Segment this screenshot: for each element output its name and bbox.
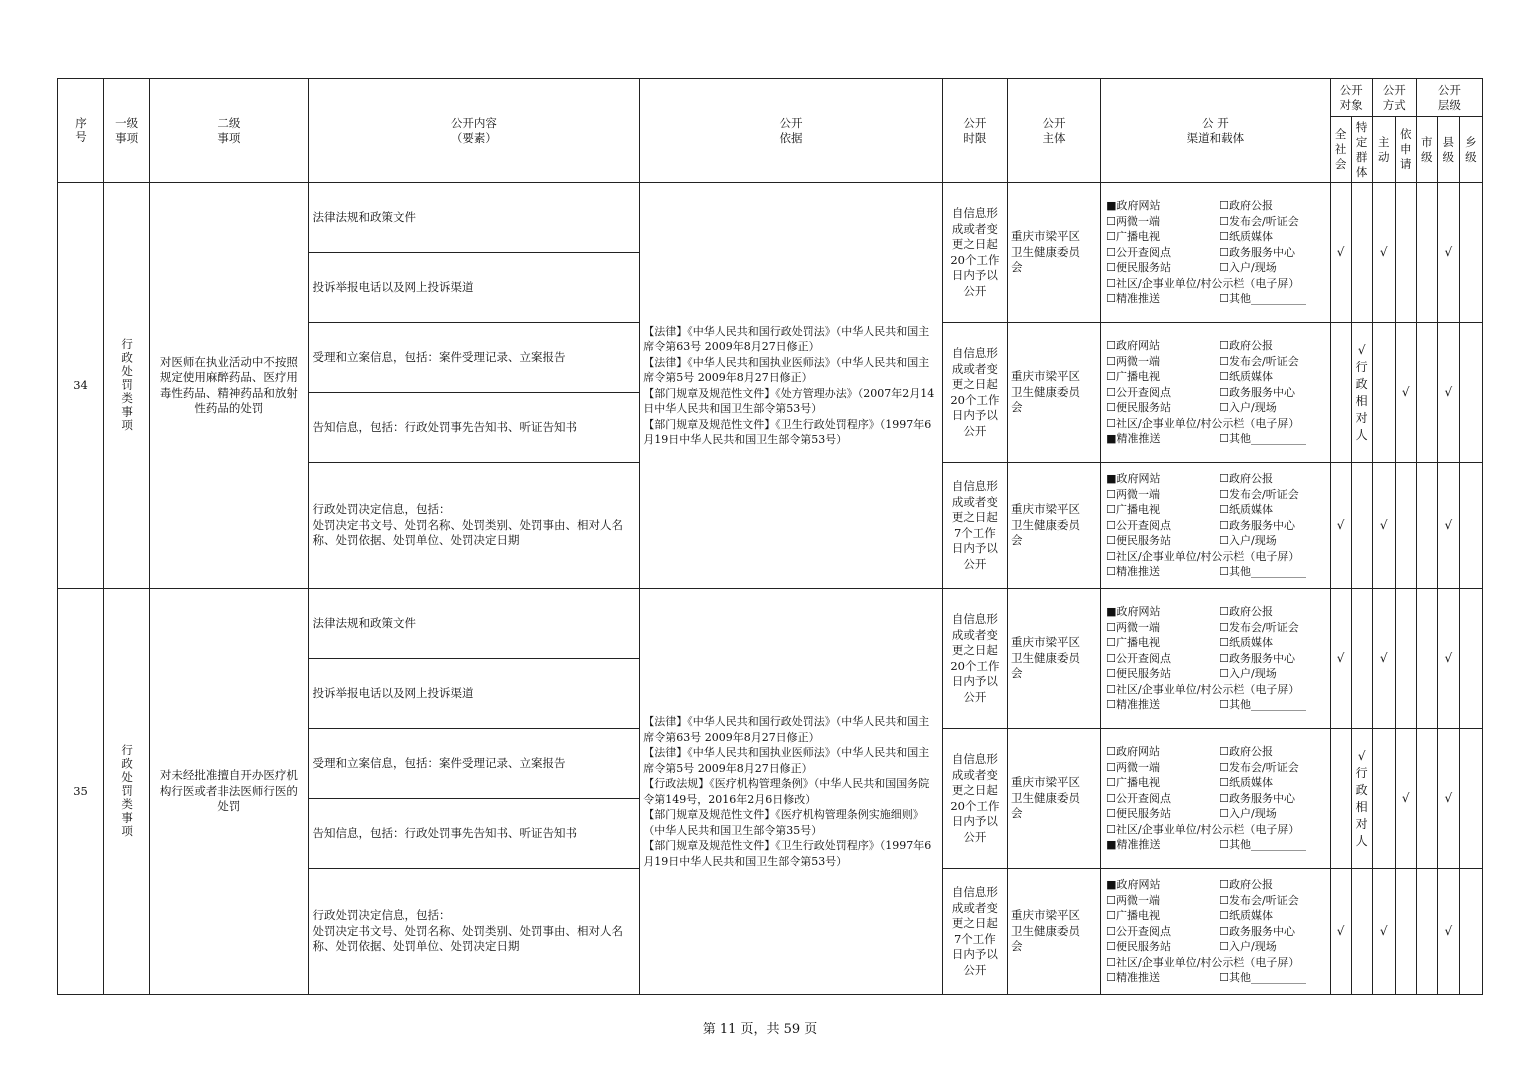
basis-line: 【部门规章及规范性文件】《医疗机构管理条例实施细则》（中华人民共和国卫生部令第35号） [643, 808, 924, 837]
channel-option: ☐政府公报 [1219, 339, 1274, 353]
mark-level-city [1416, 183, 1437, 323]
record-number: 35 [58, 589, 104, 995]
content-item: 法律法规和政策文件 [308, 183, 640, 253]
basis-cell [640, 589, 943, 995]
channel-option: ☐政府公报 [1219, 878, 1274, 892]
mark-method-request: √ [1395, 323, 1416, 463]
header-method-request: 依申请 [1395, 117, 1416, 183]
channel-option: ☐广播电视 [1106, 636, 1161, 650]
basis-cell [640, 183, 943, 589]
header-target-specific: 特定群体 [1351, 117, 1372, 183]
channel-option: ☐便民服务站 [1106, 667, 1172, 681]
channel-option: ☐纸质媒体 [1219, 503, 1274, 517]
channels-cell [1101, 589, 1330, 729]
channel-option: ☐社区/企事业单位/村公示栏（电子屏） [1106, 682, 1300, 696]
channel-option: ■政府网站 [1106, 199, 1161, 213]
header-target: 公开对象 [1330, 79, 1372, 117]
channel-option: ☐纸质媒体 [1219, 776, 1274, 790]
mark-target-all [1330, 323, 1351, 463]
basis-line: 【部门规章及规范性文件】《卫生行政处罚程序》（1997年6月19日中华人民共和国卫生部令第53号） [643, 839, 932, 868]
mark-method-active: √ [1372, 869, 1395, 995]
channel-option: ■政府网站 [1106, 878, 1161, 892]
channel-option: ☐社区/企事业单位/村公示栏（电子屏） [1106, 822, 1300, 836]
mark-target-all: √ [1330, 589, 1351, 729]
disclosure-table [57, 78, 1483, 995]
channel-option: ☐发布会/听证会 [1219, 760, 1299, 774]
header-basis: 公开依据 [640, 79, 943, 183]
publishing-subject: 重庆市梁平区卫生健康委员会 [1007, 463, 1100, 589]
header-level: 公开层级 [1416, 79, 1482, 117]
page-footer: 第 11 页，共 59 页 [702, 1022, 818, 1037]
basis-line: 【法律】《中华人民共和国行政处罚法》（中华人民共和国主席令第63号 2009年8月27日修正） [643, 715, 930, 744]
mark-method-request: √ [1395, 729, 1416, 869]
mark-target-specific [1351, 869, 1372, 995]
channel-option: ☐两微一端 [1106, 354, 1161, 368]
channel-option: ☐精准推送 [1106, 292, 1161, 306]
channel-option: ☐其他__________ [1219, 838, 1307, 852]
level2-item: 对未经批准擅自开办医疗机构行医或者非法医师行医的处罚 [150, 589, 308, 995]
channel-option: ☐发布会/听证会 [1219, 620, 1299, 634]
channel-option: ☐纸质媒体 [1219, 636, 1274, 650]
channel-option: ☐精准推送 [1106, 698, 1161, 712]
channels-cell [1101, 729, 1330, 869]
channel-option: ☐广播电视 [1106, 909, 1161, 923]
content-item: 受理和立案信息，包括：案件受理记录、立案报告 [308, 729, 640, 799]
mark-target-specific [1351, 183, 1372, 323]
channel-option: ☐广播电视 [1106, 503, 1161, 517]
channel-option: ☐广播电视 [1106, 230, 1161, 244]
mark-method-active [1372, 729, 1395, 869]
channel-option: ☐其他__________ [1219, 565, 1307, 579]
mark-level-county: √ [1437, 869, 1459, 995]
basis-line: 【部门规章及规范性文件】《卫生行政处罚程序》（1997年6月19日中华人民共和国卫生部令第53号） [643, 417, 932, 446]
channel-option: ☐政府公报 [1219, 605, 1274, 619]
channel-option: ☐政务服务中心 [1219, 791, 1296, 805]
channel-option: ☐政府公报 [1219, 199, 1274, 213]
channel-option: ☐发布会/听证会 [1219, 893, 1299, 907]
mark-level-town [1459, 589, 1482, 729]
channel-option: ☐其他__________ [1219, 292, 1307, 306]
channel-option: ☐两微一端 [1106, 214, 1161, 228]
channel-option: ☐入户/现场 [1219, 401, 1277, 415]
channel-option: ☐政务服务中心 [1219, 518, 1296, 532]
publishing-subject: 重庆市梁平区卫生健康委员会 [1007, 729, 1100, 869]
channel-option: ■精准推送 [1106, 838, 1161, 852]
channel-option: ☐两微一端 [1106, 487, 1161, 501]
mark-level-county: √ [1437, 183, 1459, 323]
channel-option: ☐入户/现场 [1219, 807, 1277, 821]
mark-method-active: √ [1372, 463, 1395, 589]
channel-option: ☐政府网站 [1106, 339, 1161, 353]
channel-option: ☐公开查阅点 [1106, 924, 1172, 938]
channel-option: ☐政务服务中心 [1219, 651, 1296, 665]
publishing-subject: 重庆市梁平区卫生健康委员会 [1007, 323, 1100, 463]
time-limit: 自信息形成或者变更之日起20个工作日内予以公开 [942, 183, 1007, 323]
channel-option: ■政府网站 [1106, 472, 1161, 486]
header-level-town: 乡级 [1459, 117, 1482, 183]
mark-level-town [1459, 869, 1482, 995]
channel-option: ☐便民服务站 [1106, 261, 1172, 275]
channel-option: ☐社区/企事业单位/村公示栏（电子屏） [1106, 955, 1300, 969]
mark-level-county: √ [1437, 589, 1459, 729]
mark-target-all [1330, 729, 1351, 869]
channel-option: ☐入户/现场 [1219, 667, 1277, 681]
time-limit: 自信息形成或者变更之日起20个工作日内予以公开 [942, 323, 1007, 463]
content-item: 受理和立案信息，包括：案件受理记录、立案报告 [308, 323, 640, 393]
channel-option: ☐精准推送 [1106, 971, 1161, 985]
channels-cell [1101, 323, 1330, 463]
header-method-active: 主动 [1372, 117, 1395, 183]
channel-option: ☐入户/现场 [1219, 940, 1277, 954]
channel-option: ☐公开查阅点 [1106, 245, 1172, 259]
channel-option: ☐政务服务中心 [1219, 924, 1296, 938]
level1-item: 行政处罚类事项 [104, 183, 150, 589]
time-limit: 自信息形成或者变更之日起20个工作日内予以公开 [942, 729, 1007, 869]
channel-option: ☐公开查阅点 [1106, 385, 1172, 399]
mark-level-town [1459, 729, 1482, 869]
mark-level-county: √ [1437, 463, 1459, 589]
content-item: 行政处罚决定信息，包括： 处罚决定书文号、处罚名称、处罚类别、处罚事由、相对人名称、处罚依据、处罚单位、处罚决定日期 [308, 869, 640, 995]
basis-line: 【部门规章及规范性文件】《处方管理办法》（2007年2月14日中华人民共和国卫生部令第53号） [643, 386, 935, 415]
channel-option: ☐其他__________ [1219, 971, 1307, 985]
mark-method-request [1395, 589, 1416, 729]
mark-level-city [1416, 589, 1437, 729]
channel-option: ☐发布会/听证会 [1219, 214, 1299, 228]
channel-option: ☐发布会/听证会 [1219, 354, 1299, 368]
channel-option: ☐两微一端 [1106, 760, 1161, 774]
channel-option: ☐便民服务站 [1106, 940, 1172, 954]
mark-target-specific [1351, 589, 1372, 729]
channel-option: ☐纸质媒体 [1219, 370, 1274, 384]
mark-level-town [1459, 323, 1482, 463]
mark-method-request [1395, 869, 1416, 995]
mark-target-all: √ [1330, 869, 1351, 995]
mark-target-all: √ [1330, 463, 1351, 589]
content-item: 告知信息，包括：行政处罚事先告知书、听证告知书 [308, 393, 640, 463]
mark-level-city [1416, 869, 1437, 995]
publishing-subject: 重庆市梁平区卫生健康委员会 [1007, 869, 1100, 995]
channel-option: ☐政府公报 [1219, 745, 1274, 759]
basis-line: 【法律】《中华人民共和国执业医师法》（中华人民共和国主席令第5号 2009年8月27日修正） [643, 746, 930, 775]
header-level-city: 市级 [1416, 117, 1437, 183]
channels-cell [1101, 183, 1330, 323]
channel-option: ☐广播电视 [1106, 370, 1161, 384]
content-item: 行政处罚决定信息，包括： 处罚决定书文号、处罚名称、处罚类别、处罚事由、相对人名称、处罚依据、处罚单位、处罚决定日期 [308, 463, 640, 589]
mark-method-active: √ [1372, 183, 1395, 323]
header-level-county: 县级 [1437, 117, 1459, 183]
channel-option: ☐其他__________ [1219, 698, 1307, 712]
mark-method-request [1395, 183, 1416, 323]
level2-item: 对医师在执业活动中不按照规定使用麻醉药品、医疗用毒性药品、精神药品和放射性药品的处罚 [150, 183, 308, 589]
header-subject: 公开主体 [1007, 79, 1100, 183]
header-method: 公开方式 [1372, 79, 1416, 117]
mark-level-city [1416, 729, 1437, 869]
channel-option: ☐纸质媒体 [1219, 909, 1274, 923]
header-content: 公开内容 （要素） [308, 79, 640, 183]
mark-method-active [1372, 323, 1395, 463]
content-item: 法律法规和政策文件 [308, 589, 640, 659]
time-limit: 自信息形成或者变更之日起7个工作日内予以公开 [942, 869, 1007, 995]
header-target-all: 全社会 [1330, 117, 1351, 183]
channel-option: ☐公开查阅点 [1106, 651, 1172, 665]
level1-item: 行政处罚类事项 [104, 589, 150, 995]
basis-line: 【法律】《中华人民共和国行政处罚法》（中华人民共和国主席令第63号 2009年8月27日修正） [643, 324, 930, 353]
channel-option: ☐便民服务站 [1106, 807, 1172, 821]
channel-option: ☐社区/企事业单位/村公示栏（电子屏） [1106, 276, 1300, 290]
basis-line: 【法律】《中华人民共和国执业医师法》（中华人民共和国主席令第5号 2009年8月27日修正） [643, 355, 930, 384]
mark-target-specific: √行政相对人 [1351, 729, 1372, 869]
mark-target-specific: √行政相对人 [1351, 323, 1372, 463]
content-item: 投诉举报电话以及网上投诉渠道 [308, 253, 640, 323]
channel-option: ☐政务服务中心 [1219, 385, 1296, 399]
mark-target-all: √ [1330, 183, 1351, 323]
channel-option: ☐公开查阅点 [1106, 518, 1172, 532]
channel-option: ☐精准推送 [1106, 565, 1161, 579]
time-limit: 自信息形成或者变更之日起20个工作日内予以公开 [942, 589, 1007, 729]
channel-option: ☐发布会/听证会 [1219, 487, 1299, 501]
table-row [58, 589, 1483, 659]
channels-cell [1101, 869, 1330, 995]
mark-level-town [1459, 463, 1482, 589]
publishing-subject: 重庆市梁平区卫生健康委员会 [1007, 589, 1100, 729]
header-timelimit: 公开时限 [942, 79, 1007, 183]
channel-option: ☐两微一端 [1106, 620, 1161, 634]
channel-option: ☐政务服务中心 [1219, 245, 1296, 259]
record-number: 34 [58, 183, 104, 589]
table-row [58, 183, 1483, 253]
header-channels: 公 开 渠道和载体 [1101, 79, 1330, 183]
channels-cell [1101, 463, 1330, 589]
mark-level-city [1416, 323, 1437, 463]
publishing-subject: 重庆市梁平区卫生健康委员会 [1007, 183, 1100, 323]
channel-option: ☐两微一端 [1106, 893, 1161, 907]
mark-method-active: √ [1372, 589, 1395, 729]
mark-target-specific [1351, 463, 1372, 589]
channel-option: ■政府网站 [1106, 605, 1161, 619]
content-item: 告知信息，包括：行政处罚事先告知书、听证告知书 [308, 799, 640, 869]
channel-option: ■精准推送 [1106, 432, 1161, 446]
mark-level-town [1459, 183, 1482, 323]
channel-option: ☐社区/企事业单位/村公示栏（电子屏） [1106, 549, 1300, 563]
channel-option: ☐政府网站 [1106, 745, 1161, 759]
header-seq: 序号 [58, 79, 104, 183]
channel-option: ☐社区/企事业单位/村公示栏（电子屏） [1106, 416, 1300, 430]
mark-method-request [1395, 463, 1416, 589]
channel-option: ☐其他__________ [1219, 432, 1307, 446]
channel-option: ☐广播电视 [1106, 776, 1161, 790]
channel-option: ☐入户/现场 [1219, 534, 1277, 548]
time-limit: 自信息形成或者变更之日起7个工作日内予以公开 [942, 463, 1007, 589]
channel-option: ☐公开查阅点 [1106, 791, 1172, 805]
content-item: 投诉举报电话以及网上投诉渠道 [308, 659, 640, 729]
channel-option: ☐入户/现场 [1219, 261, 1277, 275]
header-level1: 一级事项 [104, 79, 150, 183]
basis-line: 【行政法规】《医疗机构管理条例》（中华人民共和国国务院令第149号，2016年2月6日修改） [643, 777, 930, 806]
header-level2: 二级事项 [150, 79, 308, 183]
channel-option: ☐便民服务站 [1106, 401, 1172, 415]
channel-option: ☐便民服务站 [1106, 534, 1172, 548]
channel-option: ☐政府公报 [1219, 472, 1274, 486]
mark-level-county: √ [1437, 323, 1459, 463]
mark-level-city [1416, 463, 1437, 589]
mark-level-county: √ [1437, 729, 1459, 869]
channel-option: ☐纸质媒体 [1219, 230, 1274, 244]
